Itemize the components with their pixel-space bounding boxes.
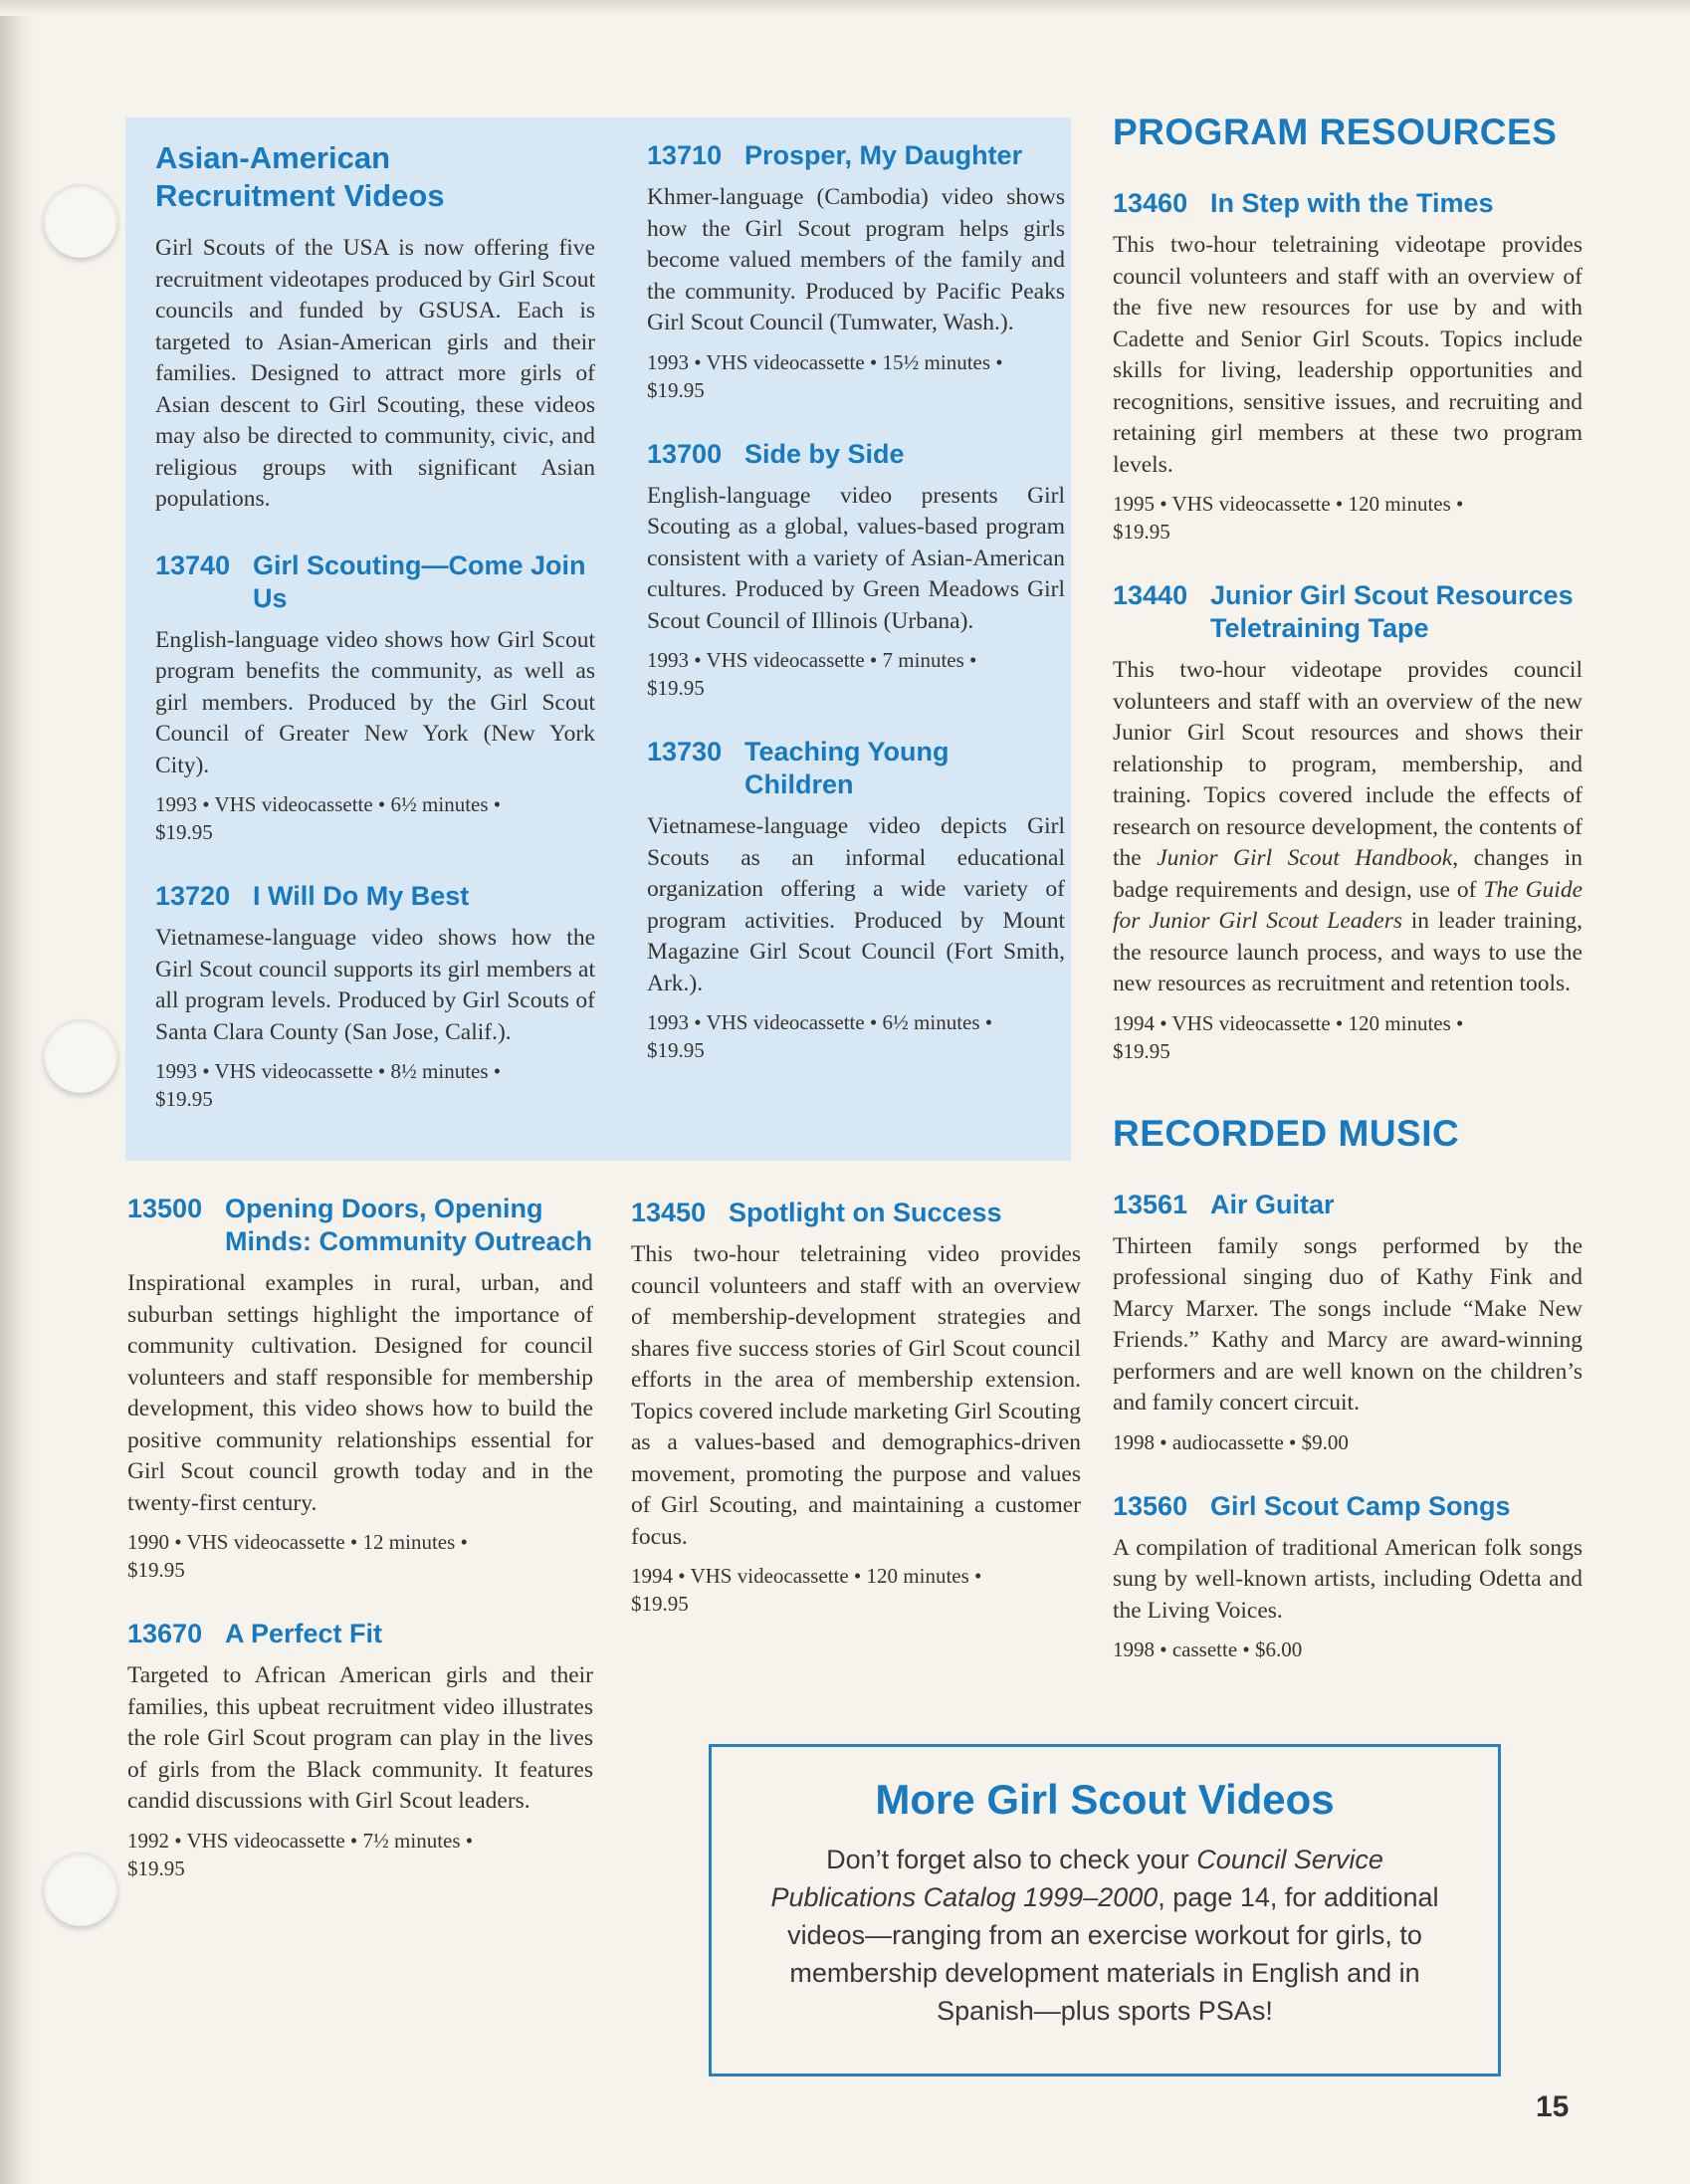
item-meta — [631, 1562, 1081, 1618]
item-description: Khmer-language (Cambodia) video shows how the Girl Scout program helps girls become valued members of the family and the community. Produced by Pacific Peaks Girl Scout Council (Tumwater, Wash.). — [647, 184, 1065, 335]
item-code: 13740 — [155, 549, 231, 580]
item-meta-line: 1995 • VHS videocassette • 120 minutes • — [1113, 492, 1464, 516]
item-price: $19.95 — [631, 1592, 689, 1616]
item-heading — [127, 1618, 593, 1650]
italic-publication-title: Council Service Publications Catalog 1999–2000 — [770, 1845, 1383, 1912]
item-code: 13561 — [1113, 1189, 1188, 1219]
catalog-item-13560 — [1113, 1490, 1583, 1664]
item-price: $19.95 — [647, 377, 705, 402]
item-title: In Step with the Times — [1210, 188, 1494, 218]
item-description: Vietnamese-language video depicts Girl Scouts as an informal educational organization offering a wide variety of program activities. Produced by Mount Magazine Girl Scout Council (Fort Smith, Ark.). — [647, 813, 1065, 996]
item-meta — [1113, 1428, 1583, 1456]
catalog-item-13440 — [1113, 579, 1583, 1065]
item-heading — [647, 438, 1065, 471]
catalog-item-13700 — [647, 438, 1065, 703]
item-meta — [127, 1528, 593, 1584]
item-meta — [1113, 1636, 1583, 1663]
italic-publication-title: The Guide for Junior Girl Scout Leaders — [1113, 876, 1583, 934]
right-column — [1113, 111, 1583, 1663]
item-code: 13670 — [127, 1619, 203, 1648]
item-code: 13560 — [1113, 1490, 1188, 1521]
item-meta-line: 1993 • VHS videocassette • 8½ minutes • — [155, 1059, 502, 1083]
item-description — [1113, 655, 1583, 1000]
item-code: 13700 — [647, 438, 723, 469]
item-price: $19.95 — [155, 820, 213, 844]
catalog-item-13720 — [155, 880, 595, 1113]
more-videos-title: More Girl Scout Videos — [875, 1776, 1335, 1823]
page-left-edge-shadow — [0, 0, 36, 2184]
catalog-item-13500 — [127, 1193, 593, 1584]
item-title: Girl Scouting—Come Join Us — [253, 549, 586, 613]
item-meta — [1113, 1009, 1583, 1065]
item-code: 13500 — [127, 1194, 203, 1223]
callout-text: Don’t forget also to check your — [826, 1845, 1197, 1874]
item-description: A compilation of traditional American folk songs sung by well-known artists, including Odetta and the Living Voices. — [1113, 1534, 1583, 1624]
program-resources-heading: PROGRAM RESOURCES — [1113, 111, 1558, 152]
item-code: 13710 — [647, 140, 723, 170]
item-heading — [647, 139, 1065, 172]
item-meta-line: 1993 • VHS videocassette • 6½ minutes • — [155, 792, 502, 816]
featured-column-1 — [155, 139, 595, 1113]
item-meta-line: 1994 • VHS videocassette • 120 minutes • — [1113, 1010, 1464, 1035]
item-code: 13720 — [155, 881, 231, 911]
item-meta — [647, 1008, 1065, 1064]
featured-section-title — [155, 139, 595, 215]
item-title: I Will Do My Best — [253, 881, 470, 911]
item-meta-line: 1998 • audiocassette • $9.00 — [1113, 1429, 1349, 1454]
featured-title-line2: Recruitment Videos — [155, 178, 445, 213]
page-top-edge-shadow — [0, 0, 1690, 16]
item-meta-line: 1993 • VHS videocassette • 15½ minutes • — [647, 349, 1003, 374]
item-title: A Perfect Fit — [225, 1619, 383, 1648]
more-videos-text — [753, 1841, 1456, 2030]
item-meta — [127, 1827, 593, 1882]
lower-column-2 — [631, 1197, 1081, 1618]
item-price: $19.95 — [127, 1856, 185, 1880]
item-title: Junior Girl Scout Resources Teletraining Tape — [1210, 580, 1574, 643]
recorded-music-heading: RECORDED MUSIC — [1113, 1112, 1460, 1154]
item-title: Side by Side — [744, 438, 905, 469]
item-price: $19.95 — [127, 1558, 185, 1582]
catalog-item-13740 — [155, 549, 595, 847]
item-meta — [647, 348, 1065, 404]
item-title: Air Guitar — [1210, 1189, 1335, 1219]
hole-punch — [44, 1853, 117, 1926]
item-heading — [155, 880, 595, 913]
catalog-item-13730 — [647, 736, 1065, 1064]
desc-text: This two-hour videotape provides council volunteers and staff with an overview of the new Junior Girl Scout resources and shows their relationship to program, membership, and training. Topics covered include the effects of research on resource development, the contents of the — [1113, 657, 1583, 871]
item-meta — [155, 1057, 595, 1113]
item-meta — [647, 646, 1065, 702]
desc-text: , changes in badge requirements and design, use of — [1113, 845, 1584, 903]
item-heading — [1113, 1189, 1583, 1221]
callout-text: , page 14, for additional videos—ranging from an exercise workout for girls, to membership development materials in English and in Spanish—plus sports PSAs! — [787, 1882, 1439, 2026]
item-title: Spotlight on Success — [729, 1198, 1002, 1227]
item-heading — [1113, 579, 1583, 645]
lower-column-1 — [127, 1193, 593, 1882]
item-meta-line: 1992 • VHS videocassette • 7½ minutes • — [127, 1828, 474, 1853]
item-description: Targeted to African American girls and their families, this upbeat recruitment video illustrates the role Girl Scout program can play in the lives of girls from the Black community. It features candid discussions with Girl Scout leaders. — [127, 1662, 593, 1814]
item-code: 13440 — [1113, 580, 1188, 610]
featured-intro: Girl Scouts of the USA is now offering five recruitment videotapes produced by Girl Scout councils and funded by GSUSA. Each is targeted to Asian-American girls and their families. Designed to attract more girls of Asian descent to Girl Scouting, these videos may also be directed to community, civic, and religious groups with significant Asian populations. — [155, 235, 595, 512]
item-heading — [631, 1197, 1081, 1229]
item-price: $19.95 — [1113, 1038, 1170, 1063]
item-meta-line: 1994 • VHS videocassette • 120 minutes • — [631, 1564, 982, 1588]
page-number: 15 — [1536, 2090, 1570, 2123]
item-description: Vietnamese-language video shows how the Girl Scout council supports its girl members at all program levels. Produced by Girl Scouts of Santa Clara County (San Jose, Calif.). — [155, 925, 595, 1045]
item-title: Opening Doors, Opening Minds: Community Outreach — [225, 1194, 593, 1256]
italic-publication-title: Junior Girl Scout Handbook — [1157, 845, 1453, 871]
item-meta-line: 1993 • VHS videocassette • 7 minutes • — [647, 648, 977, 672]
catalog-item-13670 — [127, 1618, 593, 1882]
featured-column-2 — [647, 139, 1065, 1064]
item-meta — [155, 790, 595, 846]
hole-punch — [44, 1019, 117, 1093]
item-meta-line: 1993 • VHS videocassette • 6½ minutes • — [647, 1010, 993, 1034]
item-heading — [155, 549, 595, 615]
more-videos-callout — [709, 1744, 1501, 2076]
item-heading — [1113, 187, 1583, 220]
item-heading — [1113, 1490, 1583, 1523]
catalog-item-13460 — [1113, 187, 1583, 546]
item-description: English-language video presents Girl Scouting as a global, values-based program consistent with a variety of Asian-American cultures. Produced by Green Meadows Girl Scout Council of Illinois (Urbana). — [647, 482, 1065, 634]
item-price: $19.95 — [155, 1087, 213, 1111]
catalog-item-13710 — [647, 139, 1065, 404]
item-meta-line: 1990 • VHS videocassette • 12 minutes • — [127, 1530, 468, 1554]
item-description: Inspirational examples in rural, urban, and suburban settings highlight the importance of community cultivation. Designed for council volunteers and staff responsible for membership development, this video shows how to build the positive community relationships essential for Girl Scout council growth today and in the twenty-first century. — [127, 1270, 593, 1516]
item-description: This two-hour teletraining video provides council volunteers and staff with an overview of membership-development strategies and shares five success stories of Girl Scout council efforts in the area of membership extension. Topics covered include marketing Girl Scouting as a values-based and demographics-driven movement, promoting the purpose and values of Girl Scouting, and maintaining a customer focus. — [631, 1241, 1081, 1550]
item-title: Girl Scout Camp Songs — [1210, 1490, 1511, 1521]
item-description: This two-hour teletraining videotape provides council volunteers and staff with an overview of the five new resources for use by and with Cadette and Senior Girl Scouts. Topics include skills for living, leadership opportunities and recognitions, sensitive issues, and recruiting and retaining girl members at these two program levels. — [1113, 232, 1583, 478]
item-title: Teaching Young Children — [744, 737, 950, 799]
item-code: 13730 — [647, 737, 723, 766]
item-code: 13460 — [1113, 188, 1188, 218]
desc-text: in leader training, the resource launch process, and ways to use the new resources as recruitment and retention tools. — [1113, 908, 1583, 996]
item-price: $19.95 — [647, 676, 705, 700]
item-description: Thirteen family songs performed by the professional singing duo of Kathy Fink and Marcy Marxer. The songs include “Make New Friends.” Kathy and Marcy are award-winning performers and are well known on the children’s and family concert circuit. — [1113, 1232, 1583, 1416]
featured-title-line1: Asian-American — [155, 140, 391, 175]
item-heading — [647, 736, 1065, 801]
item-heading — [127, 1193, 593, 1258]
item-price: $19.95 — [1113, 520, 1170, 544]
item-meta-line: 1998 • cassette • $6.00 — [1113, 1638, 1303, 1661]
hole-punch — [44, 184, 117, 258]
catalog-item-13450 — [631, 1197, 1081, 1618]
item-meta — [1113, 490, 1583, 546]
item-price: $19.95 — [647, 1038, 705, 1062]
item-description: English-language video shows how Girl Scout program benefits the community, as well as girl members. Produced by the Girl Scout Council of Greater New York (New York City). — [155, 626, 595, 778]
item-code: 13450 — [631, 1198, 707, 1227]
catalog-item-13561 — [1113, 1189, 1583, 1456]
item-title: Prosper, My Daughter — [744, 140, 1023, 170]
